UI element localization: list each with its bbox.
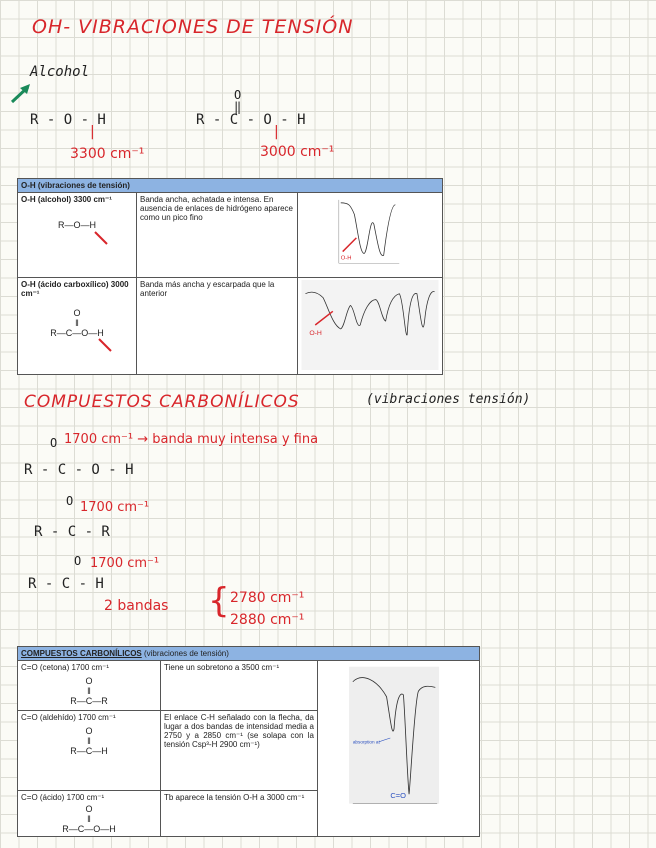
acid-co-structure: R—C—O—H [62, 824, 116, 834]
alcohol-formula: R - O - H [30, 112, 106, 128]
arrow-icon [10, 82, 34, 104]
acid-co-description: Tb aparece la tensión O-H a 3000 cm⁻¹ [161, 791, 318, 837]
ketone-formula: R - C - R [34, 524, 110, 540]
oh-alcohol-description: Banda ancha, achatada e intensa. En ausencia de enlaces de hidrógeno aparece como un pico fino [137, 193, 298, 278]
spectrum-oh-label: O-H [309, 329, 322, 337]
table-row [18, 661, 480, 711]
oh-acid-description: Banda más ancha y escarpada que la anterior [137, 278, 298, 375]
aldehyde-brace: { [208, 581, 230, 621]
aldehyde-label: C=O (aldehído) 1700 cm⁻¹ [21, 713, 116, 722]
acid-formula: R - C - O - H [196, 112, 306, 128]
aldehyde-band-2: 2880 cm⁻¹ [230, 612, 305, 628]
acid2-frequency: 1700 cm⁻¹ → banda muy intensa y fina [64, 432, 319, 447]
ketone-label: C=O (cetona) 1700 cm⁻¹ [21, 663, 110, 672]
ketone-oxygen: O [66, 494, 74, 508]
oh-table [17, 178, 443, 375]
carbonyl-table [17, 646, 480, 837]
acid-bond-mark: | [274, 124, 279, 140]
table-row [18, 193, 443, 278]
carbonyl-header-bold: COMPUESTOS CARBONÍLICOS [21, 649, 142, 658]
aldehyde-bands-label: 2 bandas [104, 598, 169, 614]
acid2-formula: R - C - O - H [24, 462, 134, 478]
acid2-oxygen: O [50, 436, 58, 450]
acid-co-label: C=O (ácido) 1700 cm⁻¹ [21, 793, 105, 802]
aldehyde-formula: R - C - H [28, 576, 104, 592]
ir-spectrum-carbonyl [320, 663, 470, 813]
ir-spectrum-acid [300, 280, 440, 370]
carbonyl-oxygen: O ‖ [85, 726, 93, 746]
acid-double-bond: ‖ [234, 100, 242, 114]
oh-alcohol-label: O-H (alcohol) 3300 cm⁻¹ [21, 195, 112, 204]
carbonyl-oxygen: O ‖ [73, 308, 81, 328]
aldehyde-band-1: 2780 cm⁻¹ [230, 590, 305, 606]
aldehyde-structure: R—C—H [70, 746, 108, 756]
arrow-icon [95, 338, 115, 352]
acid-oxygen: O [234, 88, 242, 102]
aldehyde-frequency: 1700 cm⁻¹ [90, 556, 160, 571]
alcohol-label: Alcohol [30, 64, 90, 80]
ketone-structure: R—C—R [70, 696, 108, 706]
oh-acid-label: O-H (ácido carboxílico) 3000 cm⁻¹ [21, 280, 129, 298]
oh-acid-structure: R—C—O—H [50, 328, 104, 338]
alcohol-bond-mark: | [90, 124, 95, 140]
carbonyl-oxygen: O ‖ [85, 804, 93, 824]
acid-frequency: 3000 cm⁻¹ [260, 144, 335, 160]
ir-spectrum-alcohol [300, 195, 440, 273]
alcohol-frequency: 3300 cm⁻¹ [70, 146, 145, 162]
carbonyl-oxygen: O ‖ [85, 676, 93, 696]
arrow-icon [91, 230, 111, 246]
table-row [18, 278, 443, 375]
oh-alcohol-structure: R—O—H [58, 220, 96, 230]
aldehyde-oxygen: O [74, 554, 82, 568]
spectrum-co-label: C=O [390, 791, 406, 800]
carbonyl-section-subtitle: (vibraciones tensión) [366, 392, 531, 407]
carbonyl-header-rest: (vibraciones de tensión) [141, 649, 229, 658]
carbonyl-table-header [18, 647, 480, 661]
spectrum-oh-label: O-H [340, 255, 352, 262]
oh-table-header: O-H (vibraciones de tensión) [18, 179, 443, 193]
aldehyde-description: El enlace C-H señalado con la flecha, da lugar a dos bandas de intensidad media a 2750 y a 2850 cm⁻¹ (se solapa con la tensión Csp³-H 2900 cm⁻¹) [161, 711, 318, 791]
ketone-frequency: 1700 cm⁻¹ [80, 500, 150, 515]
carbonyl-section-title: COMPUESTOS CARBONÍLICOS [24, 392, 300, 412]
ketone-description: Tiene un sobretono a 3500 cm⁻¹ [161, 661, 318, 711]
spectrum-annotation: absorption at [352, 739, 380, 745]
oh-section-title: OH- VIBRACIONES DE TENSIÓN [32, 16, 354, 38]
